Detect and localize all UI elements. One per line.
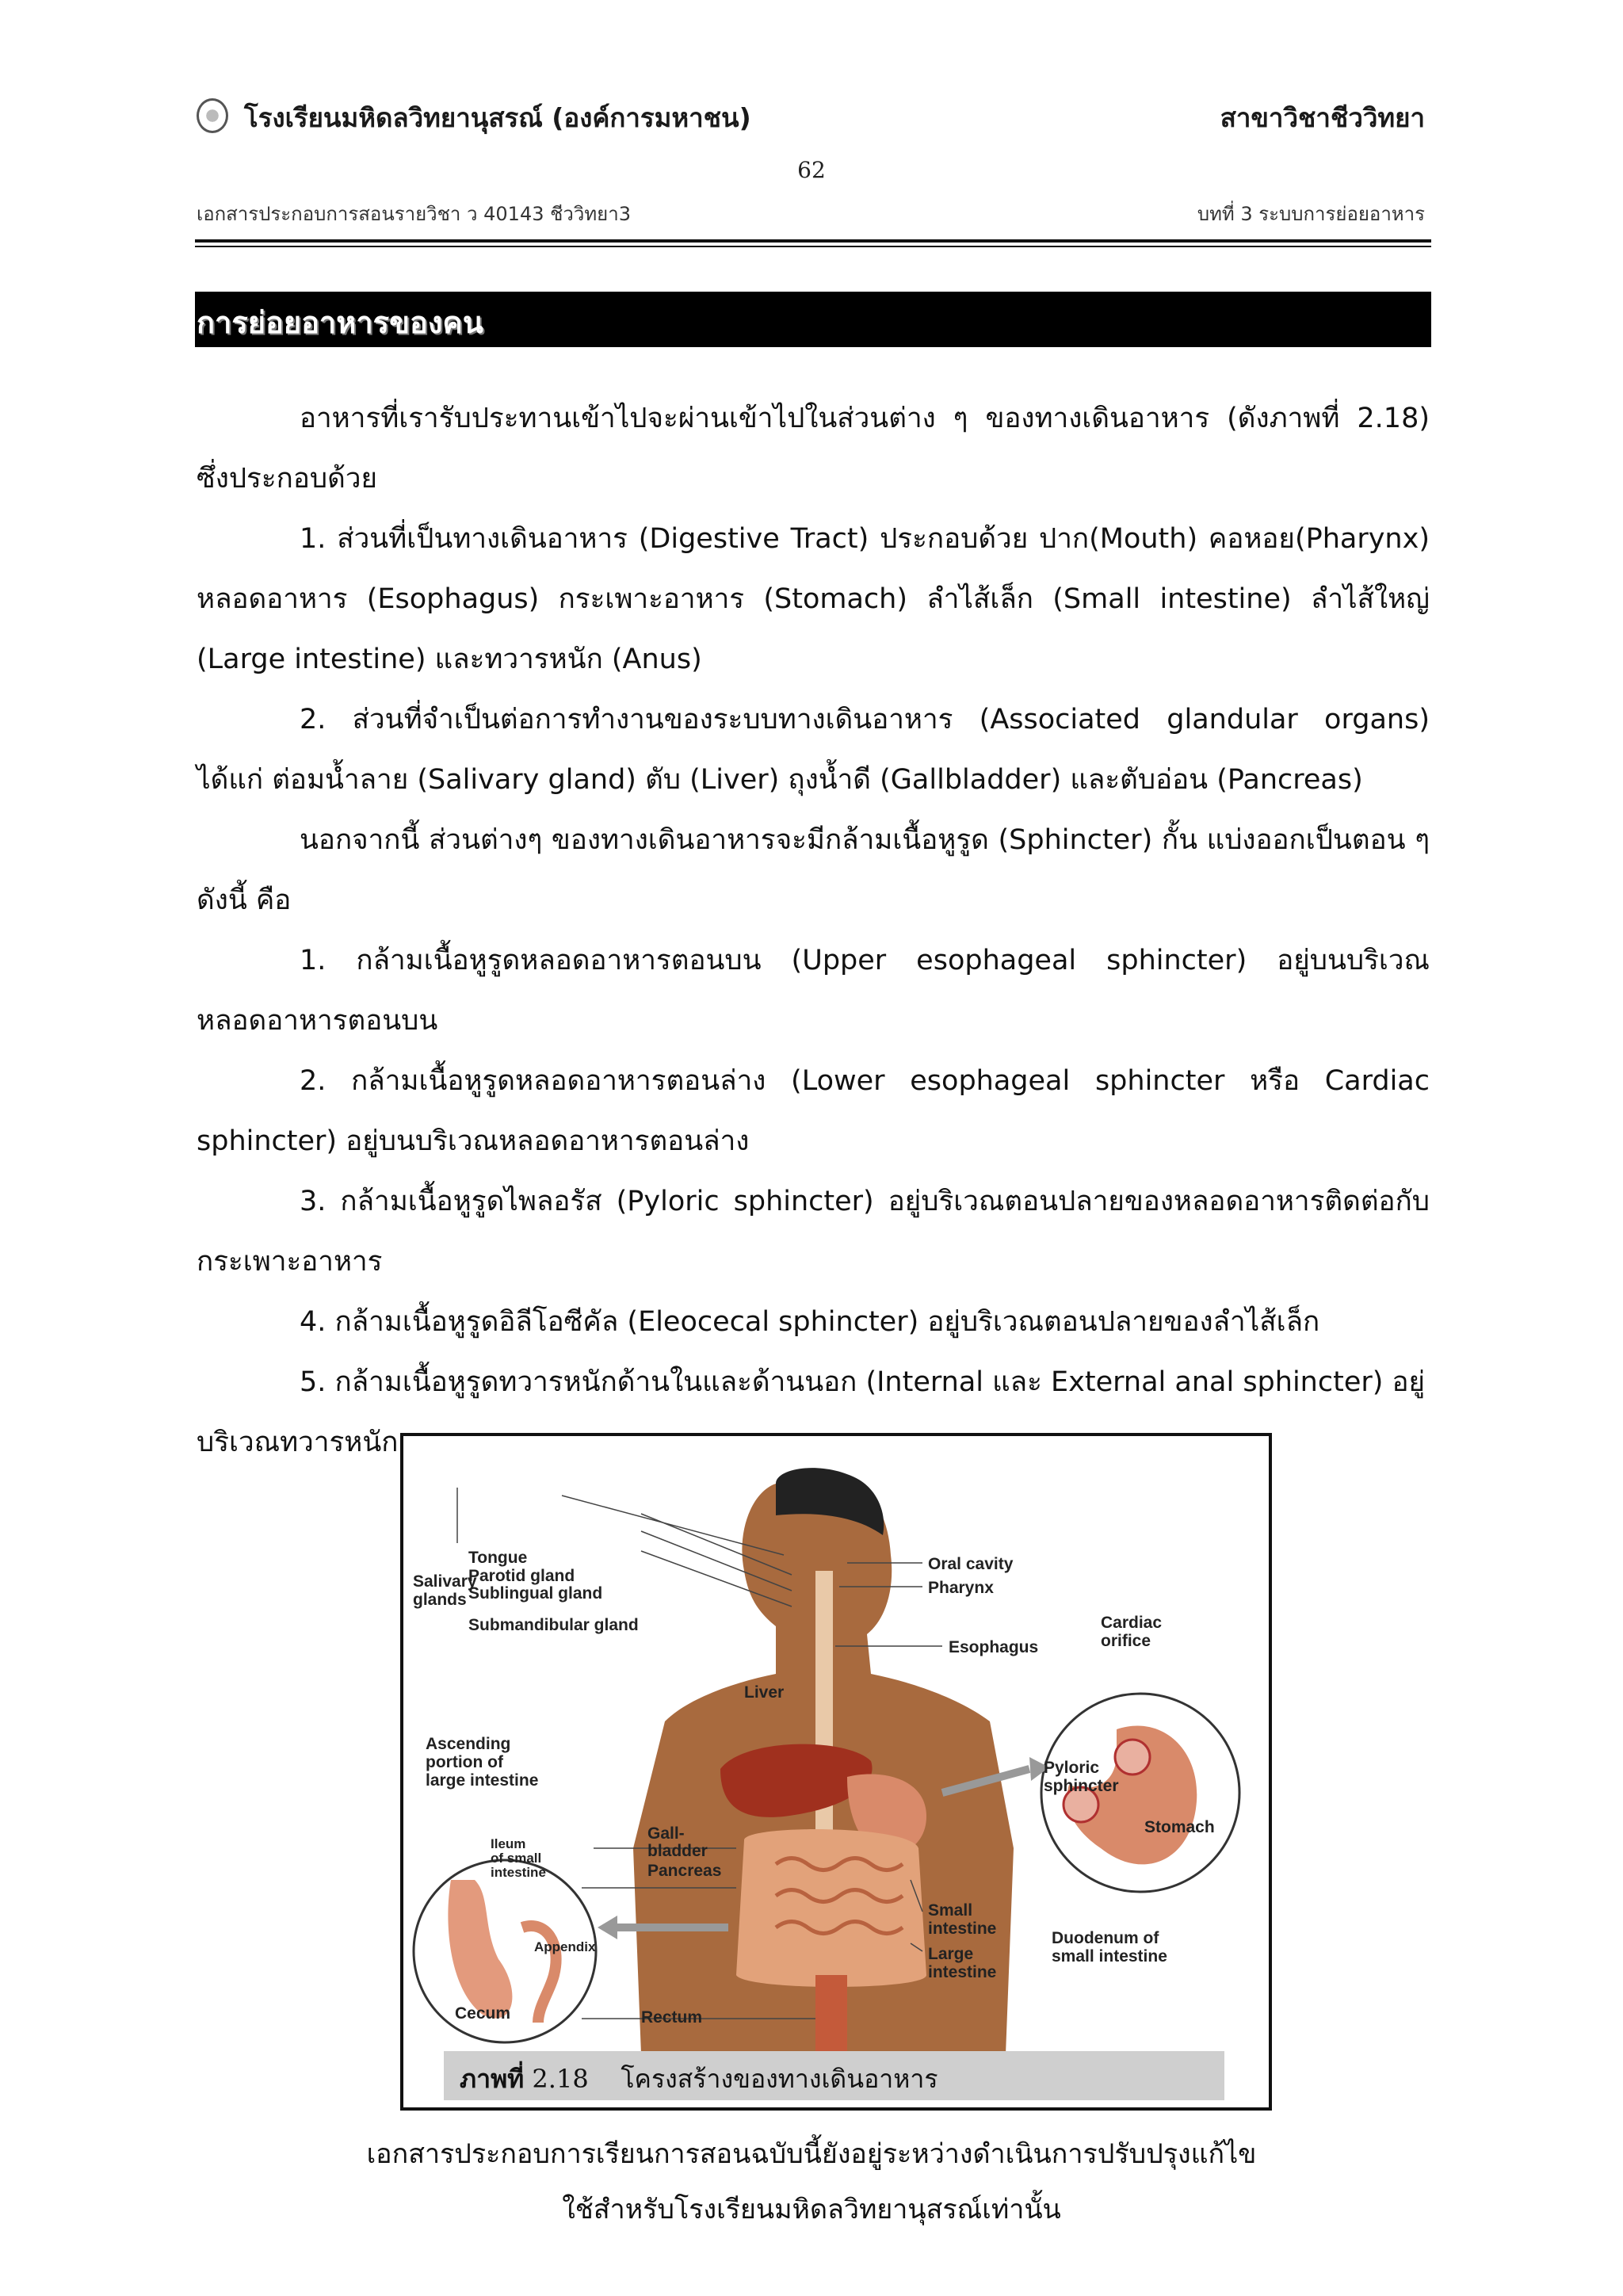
label-cecum: Cecum [455, 2004, 511, 2023]
paragraph: บริเวณทวารหนัก [197, 1427, 399, 1458]
paragraph: 5. กล้ามเนื้อหูรูดทวารหนักด้านในและด้านนอก (Internal และ External anal sphincter) อยู่ [300, 1366, 1426, 1398]
label-glands: glands [413, 1591, 467, 1609]
label-pharynx: Pharynx [928, 1579, 994, 1597]
school-logo-icon [197, 98, 228, 133]
label-orifice: orifice [1101, 1632, 1151, 1650]
intestine-shape [736, 1829, 926, 1987]
rectum-shape [815, 1975, 847, 2054]
caption-number: 2.18 [532, 2064, 589, 2094]
caption-text: โครงสร้างของทางเดินอาหาร [621, 2064, 938, 2094]
label-pyloric: Pyloric [1044, 1759, 1100, 1777]
label-pancreas: Pancreas [647, 1862, 722, 1880]
page-number: 62 [797, 157, 826, 183]
label-large: Large [928, 1945, 974, 1963]
label-submandibular: Submandibular gland [468, 1616, 639, 1634]
header-rule-thin [195, 246, 1431, 247]
label-gall: Gall- [647, 1824, 685, 1843]
label-ileum-intestine: intestine [491, 1865, 546, 1880]
label-large-intestine: intestine [928, 1963, 997, 1981]
label-tongue: Tongue [468, 1549, 528, 1567]
label-appendix: Appendix [534, 1939, 596, 1954]
body-text [197, 388, 1430, 1473]
footer-note-1: เอกสารประกอบการเรียนการสอนฉบับนี้ยังอยู่ระหว่างดำเนินการปรับปรุงแก้ไข [366, 2138, 1257, 2170]
figure-caption [460, 2059, 938, 2099]
label-ascending: Ascending [426, 1735, 511, 1753]
label-oral-cavity: Oral cavity [928, 1555, 1014, 1573]
paragraph: 1. ส่วนที่เป็นทางเดินอาหาร (Digestive Tract) ประกอบด้วย ปาก(Mouth) คอหอย(Pharynx) หลอดอาหาร (Esophagus) กระเพาะอาหาร (Stomach) ลำไส้เล็ก (Small intestine) ลำไส้ใหญ่ (Large intestine) และทวารหนัก (Anus) [197, 523, 1430, 675]
label-duodenum: Duodenum of [1052, 1929, 1159, 1947]
label-esophagus: Esophagus [949, 1638, 1039, 1656]
footer-note-2: ใช้สำหรับโรงเรียนมหิดลวิทยานุสรณ์เท่านั้น [562, 2194, 1061, 2225]
label-large-intestine-inset: large intestine [426, 1771, 539, 1790]
label-cardiac: Cardiac [1101, 1614, 1163, 1632]
arrow-head-left [598, 1916, 617, 1939]
paragraph: 2. ส่วนที่จำเป็นต่อการทำงานของระบบทางเดินอาหาร (Associated glandular organs) ได้แก่ ต่อมน้ำลาย (Salivary gland) ตับ (Liver) ถุงน้ำดี (Gallbladder) และตับอ่อน (Pancreas) [197, 704, 1430, 796]
digestive-system-figure [400, 1433, 1272, 2111]
school-name: โรงเรียนมหิดลวิทยานุสรณ์ (องค์การมหาชน) [244, 102, 751, 133]
label-salivary: Salivary [413, 1572, 477, 1591]
paragraph: อาหารที่เรารับประทานเข้าไปจะผ่านเข้าไปในส่วนต่าง ๆ ของทางเดินอาหาร (ดังภาพที่ 2.18) ซึ่งประกอบด้วย [197, 403, 1430, 495]
paragraph: 1. กล้ามเนื้อหูรูดหลอดอาหารตอนบน (Upper esophageal sphincter) อยู่บนบริเวณหลอดอาหารตอนบน [197, 945, 1430, 1037]
label-small-intestine: intestine [928, 1920, 997, 1938]
label-duodenum-intestine: small intestine [1052, 1947, 1167, 1966]
label-liver: Liver [744, 1683, 785, 1702]
section-title: การย่อยอาหารของคน [197, 305, 483, 340]
document-title: เอกสารประกอบการสอนรายวิชา ว 40143 ชีววิทยา3 [197, 203, 631, 225]
paragraph: 2. กล้ามเนื้อหูรูดหลอดอาหารตอนล่าง (Lower esophageal sphincter หรือ Cardiac sphincter) อยู่บนบริเวณหลอดอาหารตอนล่าง [197, 1065, 1430, 1157]
paragraph: 3. กล้ามเนื้อหูรูดไพลอรัส (Pyloric sphincter) อยู่บริเวณตอนปลายของหลอดอาหารติดต่อกับกระเพาะอาหาร [197, 1186, 1430, 1278]
department-name: สาขาวิชาชีววิทยา [1220, 102, 1425, 133]
paragraph: 4. กล้ามเนื้อหูรูดอิลีโอซีคัล (Eleocecal sphincter) อยู่บริเวณตอนปลายของลำไส้เล็ก [300, 1306, 1320, 1338]
label-rectum: Rectum [641, 2008, 703, 2027]
label-portion-of: portion of [426, 1753, 503, 1771]
chapter-title: บทที่ 3 ระบบการย่อยอาหาร [1197, 203, 1425, 225]
cardiac-orifice-mark [1115, 1740, 1150, 1775]
label-of-small: of small [491, 1851, 542, 1866]
label-parotid: Parotid gland [468, 1567, 575, 1585]
label-ileum: Ileum [491, 1836, 526, 1851]
caption-prefix: ภาพที่ [460, 2064, 525, 2094]
label-small: Small [928, 1901, 973, 1920]
label-bladder: bladder [647, 1842, 708, 1860]
digestive-system-illustration [403, 1436, 1269, 2107]
paragraph: นอกจากนี้ ส่วนต่างๆ ของทางเดินอาหารจะมีกล้ามเนื้อหูรูด (Sphincter) กั้น แบ่งออกเป็นตอน ๆ ดังนี้ คือ [197, 824, 1430, 916]
label-stomach: Stomach [1144, 1818, 1215, 1836]
label-sublingual: Sublingual gland [468, 1584, 603, 1603]
label-sphincter: sphincter [1044, 1777, 1119, 1795]
header-rule [195, 239, 1431, 243]
